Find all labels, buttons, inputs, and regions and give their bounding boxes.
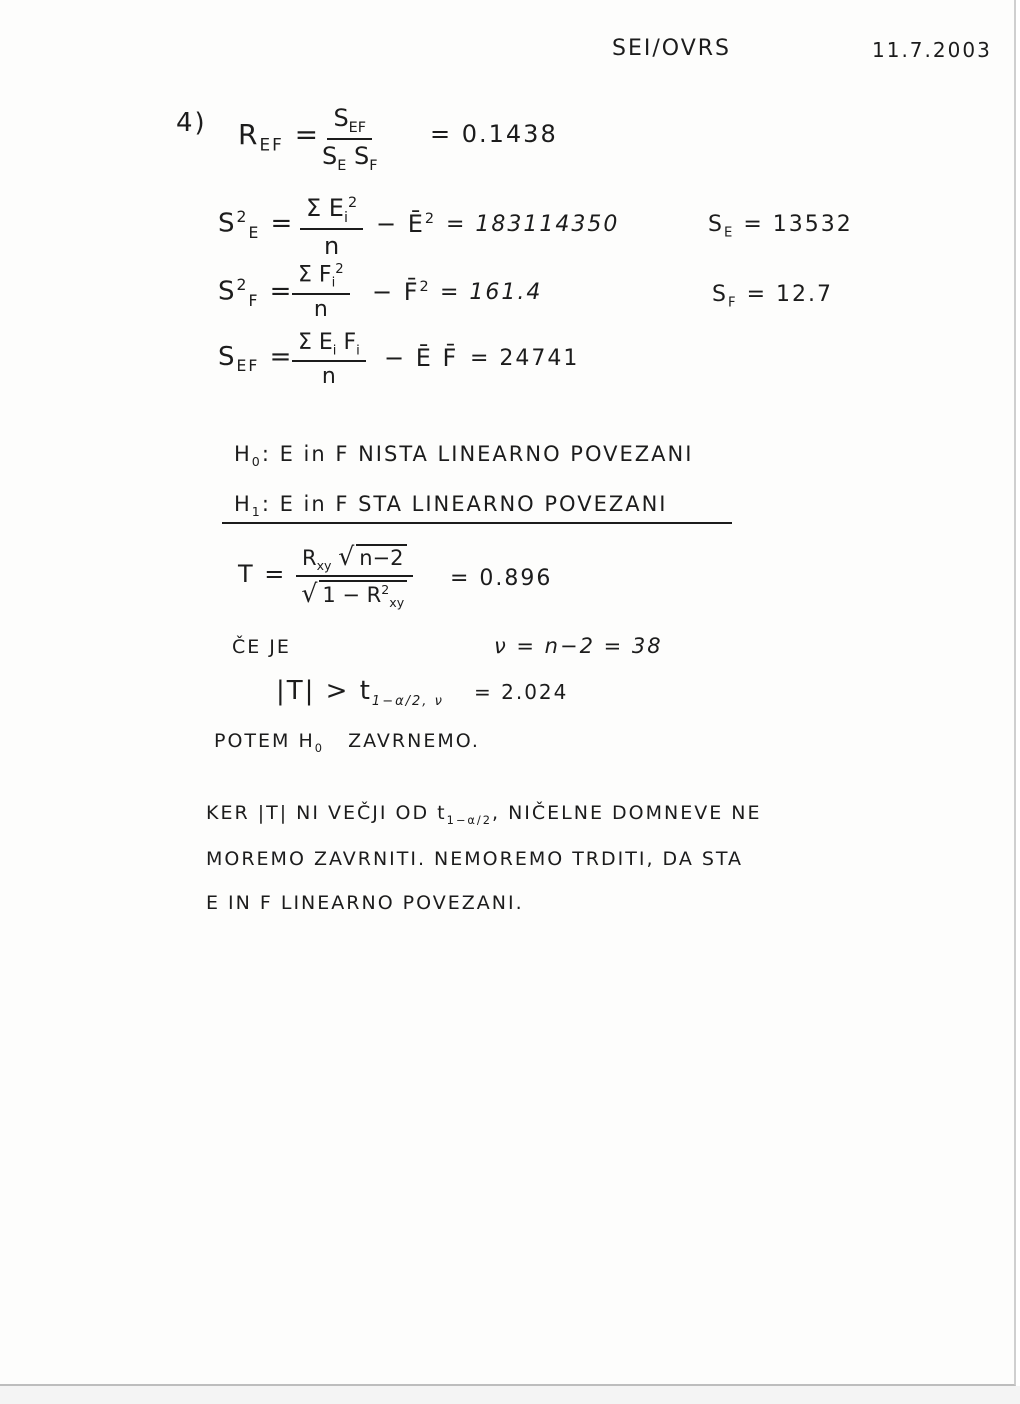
t-fraction: $R_{xy}$ √ n−2 √ $1 - R^2_{xy}$ [296,542,413,610]
se2-lhs: $S^2_E$ = [218,208,295,242]
inequality: $|T| > t_{1-\alpha/2, \nu}$ [276,676,444,710]
ref-fraction: $S_{EF}$ $S_E$ $S_F$ [322,104,378,174]
hypothesis-h1: $H_1$: E in F STA LINEARNO POVEZANI [234,492,668,520]
degrees-of-freedom: ν = n−2 = 38 [494,634,663,658]
problem-number: 4) [176,108,207,138]
sf2-lhs: $S^2_F$ = [218,276,294,310]
sf2-minus: − F̄$^2$ [372,278,431,306]
critical-value: = 2.024 [474,680,569,704]
course-header: SEI/OVRS [612,36,731,61]
scan-bottom-strip [0,1386,1020,1404]
decision-line: POTEM $H_0$ ZAVRNEMO. [214,730,480,755]
conclusion-line-2: MOREMO ZAVRNITI. NEMOREMO TRDITI, DA STA [206,848,744,870]
hypothesis-underline [222,522,732,524]
t-result: = 0.896 [450,566,553,591]
hypothesis-h0: $H_0$: E in F NISTA LINEARNO POVEZANI [234,442,694,470]
ref-result: = 0.1438 [430,120,558,148]
se2-fraction: $\frac{\Sigma E_i^2}{n}$ [300,194,363,260]
sf-value: $S_F = 12.7$ [712,282,833,311]
t-lhs: T = [238,560,287,588]
sf2-result: = 161.4 [440,280,543,305]
sef-minus: − Ē F̄ [384,344,459,372]
ref-lhs: $R_{EF}$ = [238,118,321,155]
sef-result: = 24741 [470,346,580,371]
conclusion-line-1: KER |T| NI VEČJI OD $t_{1-\alpha/2}$, NIČELNE DOMNEVE NE [206,802,762,827]
se-value: $S_E = 13532$ [708,212,853,241]
conclusion-line-3: E IN F LINEARNO POVEZANI. [206,892,524,914]
se2-result: = 183114350 [446,212,620,237]
sf2-fraction: $\frac{\Sigma F_i^2}{n}$ [292,262,350,322]
sef-lhs: $S_{EF}$ = [218,342,294,376]
se2-minus: − $Ē^2$ [376,210,437,238]
date-header: 11.7.2003 [872,38,992,62]
ce-je: ČE JE [232,636,291,658]
sef-fraction: $\frac{\Sigma E_i F_i}{n}$ [292,330,366,389]
